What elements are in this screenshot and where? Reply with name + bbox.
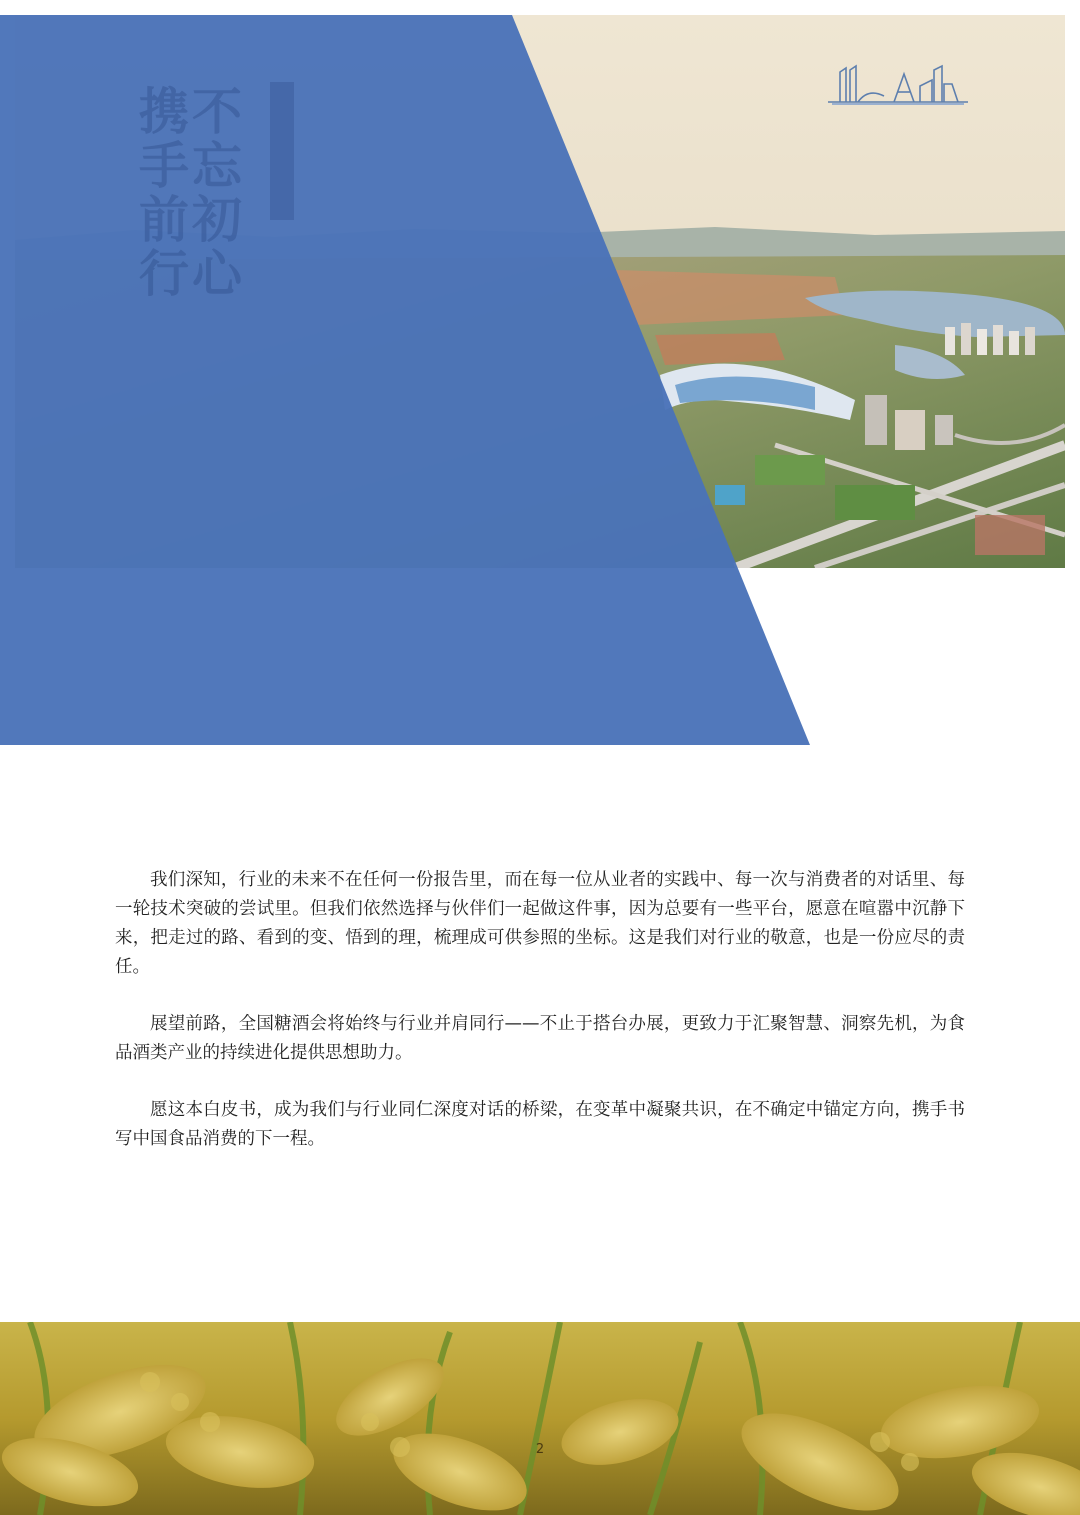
calligraphy-column-2: 携手前行 xyxy=(131,85,190,301)
body-text xyxy=(115,866,965,1182)
calligraphy-seal-bar xyxy=(270,82,294,220)
paragraph: 我们深知，行业的未来不在任何一份报告里，而在每一位从业者的实践中、每一次与消费者的对话里、每一轮技术突破的尝试里。但我们依然选择与伙伴们一起做这件事，因为总要有一些平台，愿意在喧嚣中沉静下来，把走过的路、看到的变、悟到的理，梳理成可供参照的坐标。这是我们对行业的敬意，也是一份应尽的责任。 xyxy=(115,870,965,977)
page-number: 2 xyxy=(535,1442,545,1457)
paragraph: 愿这本白皮书，成为我们与行业同仁深度对话的桥梁，在变革中凝聚共识，在不确定中锚定方向，携手书写中国食品消费的下一程。 xyxy=(115,1100,965,1149)
city-skyline-icon xyxy=(828,62,968,108)
rice-field-photo xyxy=(0,1322,1080,1515)
paragraph: 展望前路，全国糖酒会将始终与行业并肩同行——不止于搭台办展，更致力于汇聚智慧、洞察先机，为食品酒类产业的持续进化提供思想助力。 xyxy=(115,1014,965,1063)
calligraphy-column-1: 不忘初心 xyxy=(184,85,243,301)
